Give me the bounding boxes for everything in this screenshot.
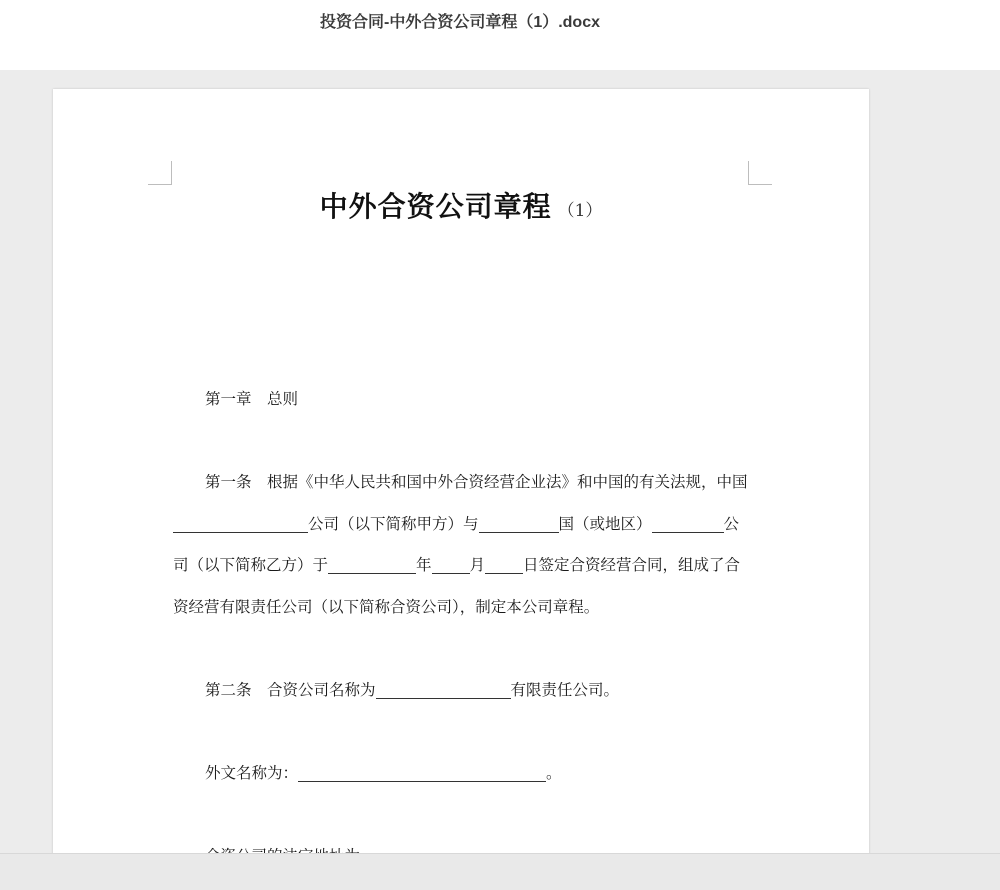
article-1-text-6: 月 bbox=[469, 556, 486, 574]
article-1-text-5: 年 bbox=[416, 556, 432, 574]
document-title: 投资合同-中外合资公司章程（1）.docx bbox=[319, 14, 601, 31]
article-1-text-4: 公司（以下简称乙方）于 bbox=[173, 514, 740, 574]
blank-company-name bbox=[376, 679, 511, 699]
spacer bbox=[173, 711, 751, 753]
article-1-text-7: 日签定合资经营合同，组成了合资经营有限责任公司（以下简称合资公司），制定本公司章程。 bbox=[173, 556, 741, 616]
article-1-paragraph bbox=[173, 462, 751, 628]
article-1-text-2: 公司（以下简称甲方）与 bbox=[308, 514, 479, 533]
spacer bbox=[173, 794, 751, 836]
blank-foreign-name bbox=[298, 762, 546, 782]
spacer bbox=[173, 421, 751, 463]
blank-day bbox=[485, 554, 523, 574]
chapter-1-heading: 第一章 总则 bbox=[205, 390, 299, 408]
foreign-name-paragraph bbox=[173, 753, 751, 795]
blank-party-a-name bbox=[173, 513, 308, 533]
blank-month bbox=[432, 554, 470, 574]
spacer bbox=[173, 628, 751, 670]
document-viewport[interactable] bbox=[0, 70, 1000, 853]
blank-country bbox=[479, 513, 559, 533]
bottom-bar bbox=[0, 853, 1000, 890]
foreign-name-end: 。 bbox=[546, 763, 562, 782]
article-2-text-1: 第二条 合资公司名称为 bbox=[205, 680, 376, 699]
margin-mark-top-right bbox=[748, 161, 772, 185]
article-2-text-2: 有限责任公司。 bbox=[510, 680, 620, 699]
document-body bbox=[173, 379, 751, 877]
blank-year bbox=[328, 554, 416, 574]
margin-mark-top-left bbox=[148, 161, 172, 185]
article-1-text-1: 第一条 根据《中华人民共和国中外合资经营企业法》和中国的有关法规，中国 bbox=[205, 473, 748, 491]
heading-text: 中外合资公司章程 bbox=[319, 190, 552, 223]
document-heading bbox=[53, 185, 869, 225]
article-1-text-3: 国（或地区） bbox=[558, 514, 652, 533]
blank-party-b-name bbox=[652, 513, 724, 533]
document-page bbox=[53, 89, 869, 889]
foreign-name-label: 外文名称为： bbox=[205, 763, 299, 782]
title-bar bbox=[0, 0, 1000, 70]
heading-suffix: （1） bbox=[557, 201, 603, 221]
article-2-paragraph bbox=[173, 670, 751, 712]
